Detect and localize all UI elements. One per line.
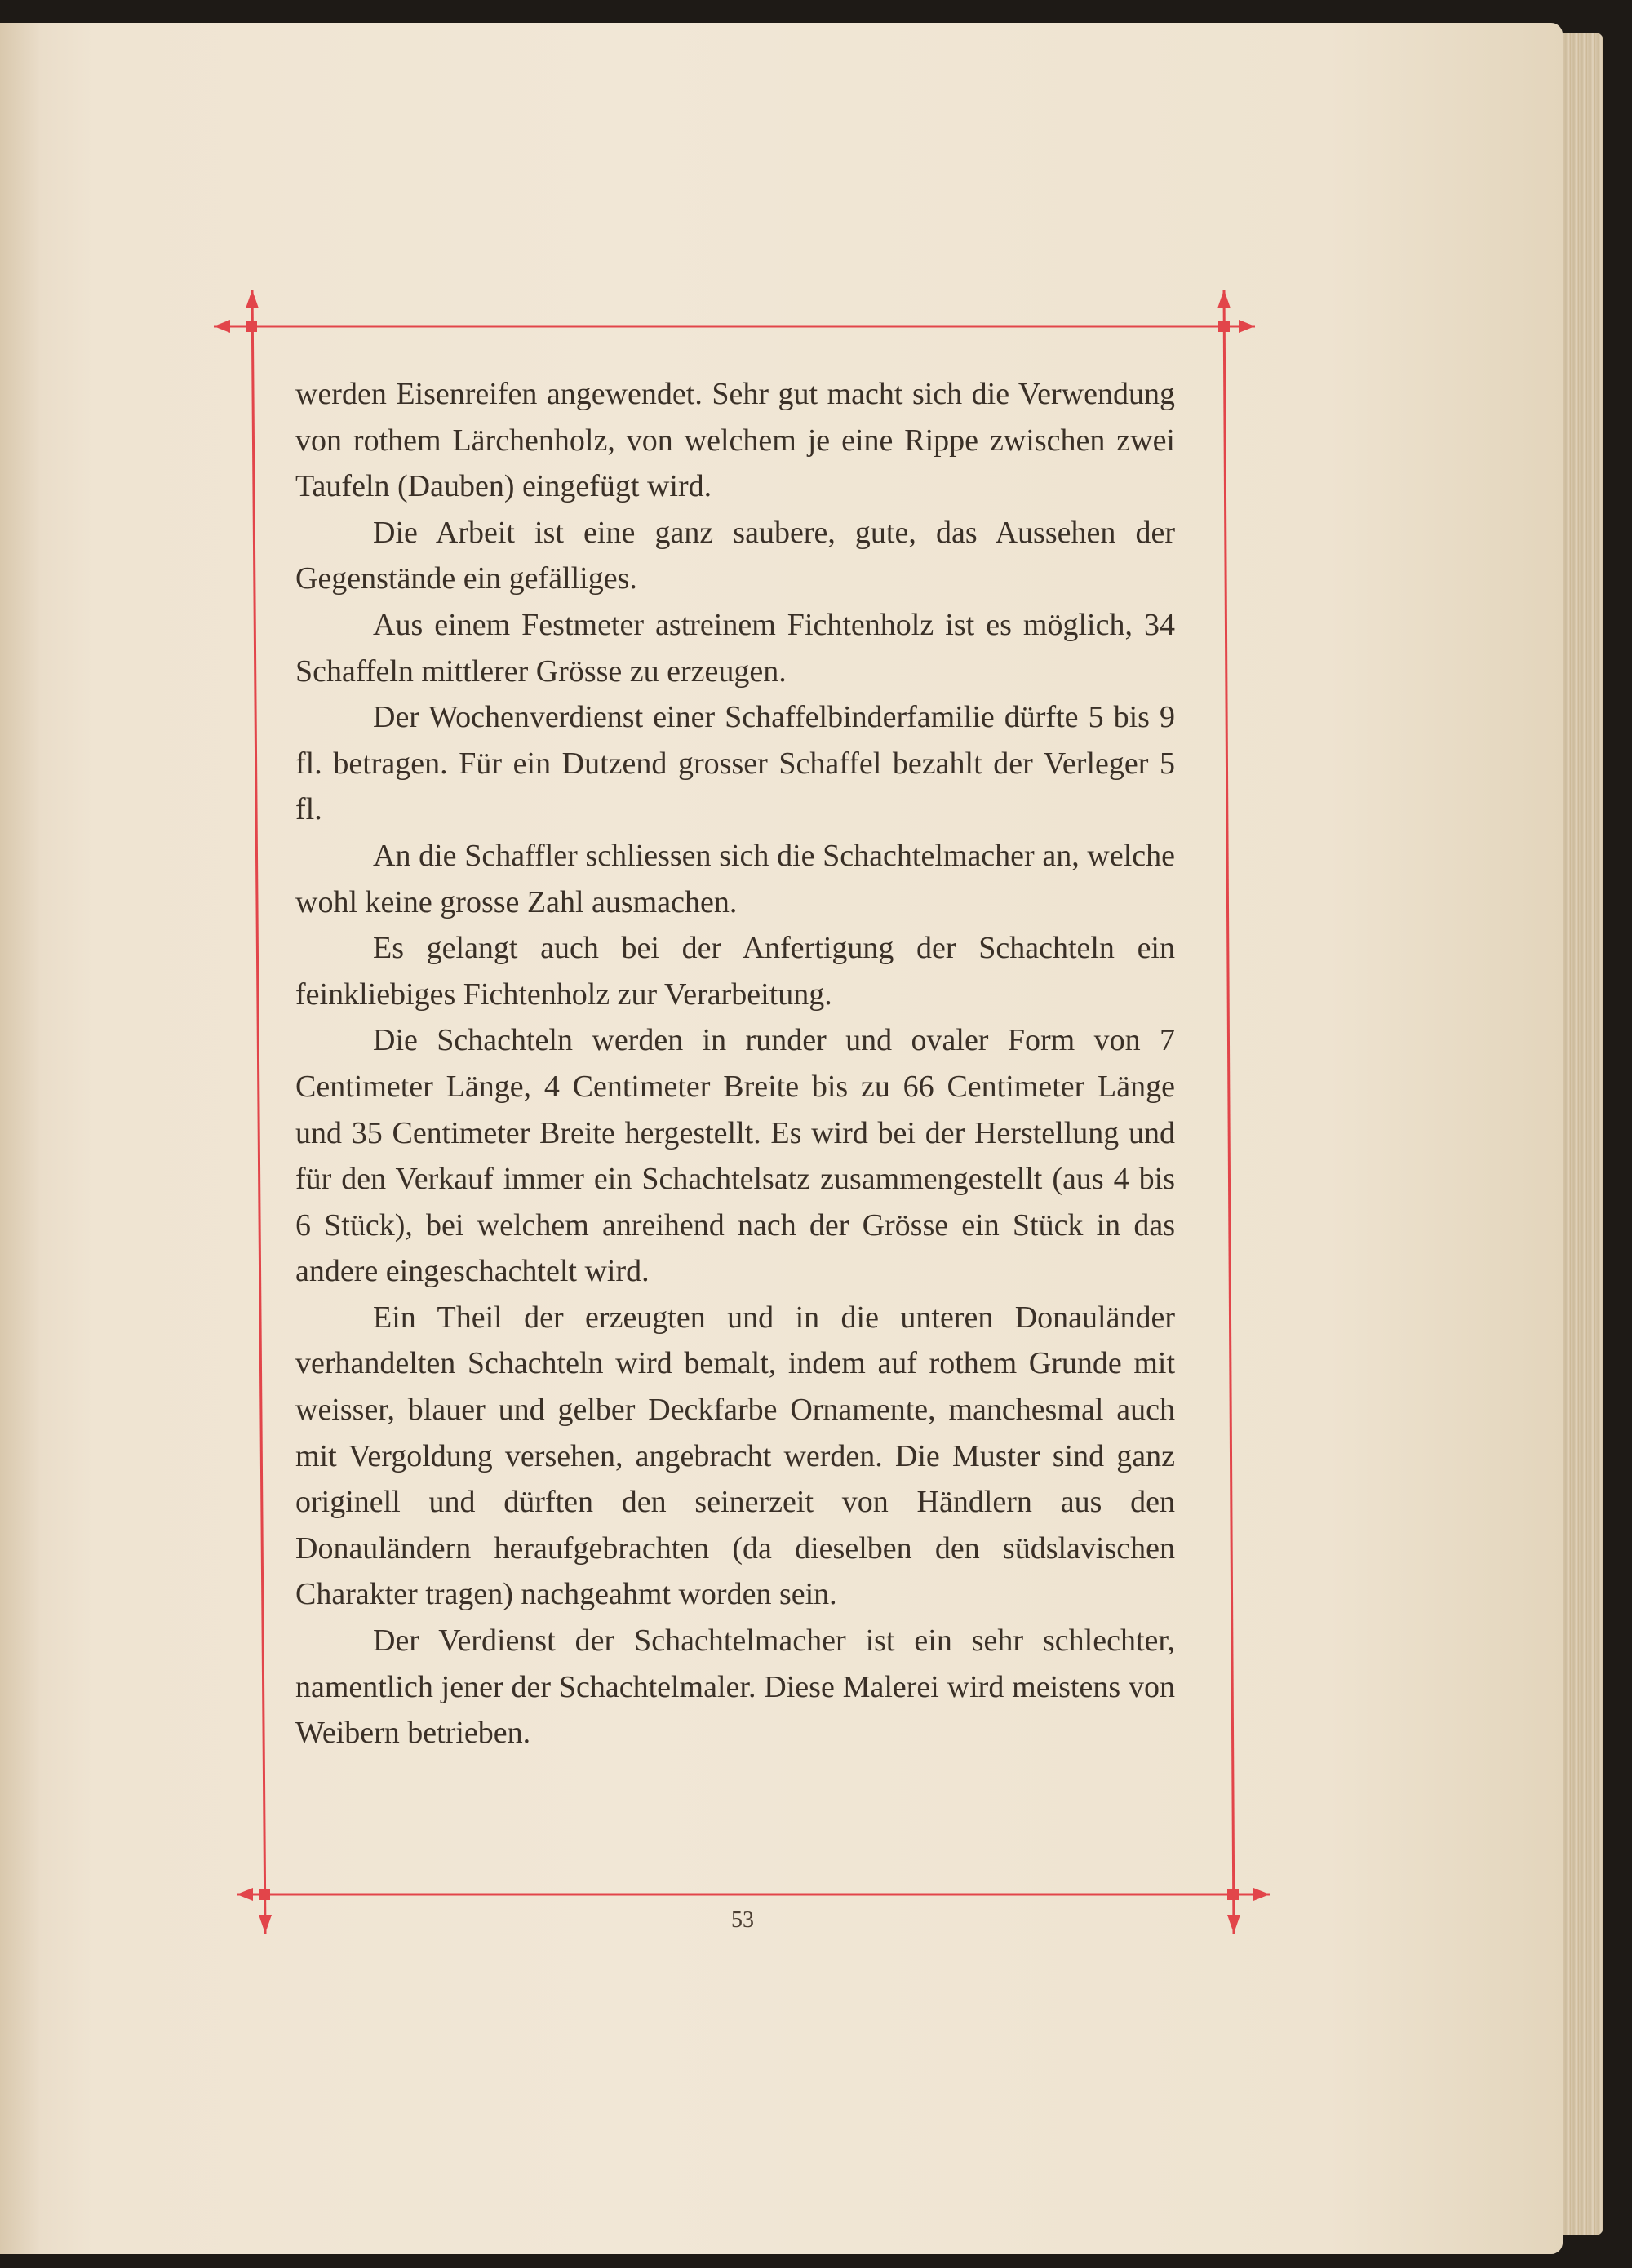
paragraph: Die Schachteln werden in runder und ovaler Form von 7 Centimeter Länge, 4 Centimeter Breite bis zu 66 Centimeter Länge und 35 Centimeter Breite hergestellt. Es wird bei der Herstellung und für den Verkauf immer ein Schachtelsatz zusammengestellt (aus 4 bis 6 Stück), bei welchem anreihend nach der Grösse ein Stück in das andere eingeschachtelt wird. [295,1023,1175,1289]
paragraph: Der Wochenverdienst einer Schaffelbinderfamilie dürfte 5 bis 9 fl. betragen. Für ein Dutzend grosser Schaffel bezahlt der Verleger 5 fl. [295,700,1175,827]
body-text [295,371,1175,1756]
paragraph: Ein Theil der erzeugten und in die unteren Donauländer verhandelten Schachteln wird bemalt, indem auf rothem Grunde mit weisser, blauer und gelber Deckfarbe Ornamente, manchesmal auch mit Vergoldung versehen, angebracht werden. Die Muster sind ganz originell und dürften den seinerzeit von Händlern aus den Donauländern heraufgebrachten (da dieselben den südslavischen Charakter tragen) nachgeahmt worden sein. [295,1300,1175,1612]
paragraph: Aus einem Festmeter astreinem Fichtenholz ist es möglich, 34 Schaffeln mittlerer Grösse zu erzeugen. [295,607,1175,689]
page-number: 53 [731,1907,754,1933]
paragraph: Der Verdienst der Schachtelmacher ist ein sehr schlechter, namentlich jener der Schachtelmaler. Diese Malerei wird meistens von Weibern betrieben. [295,1623,1175,1751]
paragraph: Es gelangt auch bei der Anfertigung der Schachteln ein feinkliebiges Fichtenholz zur Verarbeitung. [295,931,1175,1012]
paragraph: An die Schaffler schliessen sich die Schachtelmacher an, welche wohl keine grosse Zahl ausmachen. [295,838,1175,919]
paragraph: Die Arbeit ist eine ganz saubere, gute, das Aussehen der Gegenstände ein gefälliges. [295,515,1175,596]
corner-ornament [214,320,230,333]
paragraph: werden Eisenreifen angewendet. Sehr gut macht sich die Verwendung von rothem Lärchenholz, von welchem je eine Rippe zwischen zwei Taufeln (Dauben) eingefügt wird. [295,377,1175,504]
